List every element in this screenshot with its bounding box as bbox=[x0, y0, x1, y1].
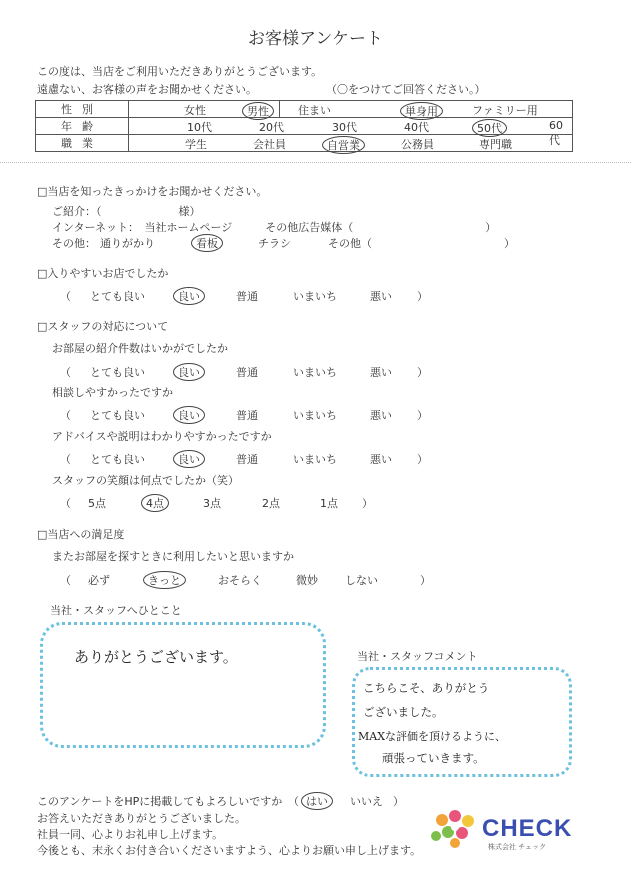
paren-close: ） bbox=[417, 409, 428, 422]
divider bbox=[0, 162, 631, 164]
page-title: お客様アンケート bbox=[248, 29, 383, 49]
age-option-50s[interactable]: 50代 bbox=[472, 119, 507, 137]
q3-sub1-good[interactable]: 良い bbox=[173, 363, 205, 381]
logo-subtext: 株式会社 チェック bbox=[488, 843, 547, 851]
q1-option-other[interactable]: その他（ ） bbox=[328, 237, 515, 250]
paren-open: （ bbox=[60, 366, 71, 379]
age-option-10s[interactable]: 10代 bbox=[187, 121, 212, 134]
comment-heading: 当社・スタッフへひとこと bbox=[50, 604, 182, 617]
q3-sub1-bad[interactable]: 悪い bbox=[370, 366, 392, 379]
paren-close: ） bbox=[417, 366, 428, 379]
q2-option-normal[interactable]: 普通 bbox=[236, 290, 258, 303]
occupation-option-specialist[interactable]: 専門職 bbox=[479, 138, 512, 151]
q3-sub3-bad[interactable]: 悪い bbox=[370, 453, 392, 466]
q3-sub4-3pt[interactable]: 3点 bbox=[203, 497, 221, 510]
q3-sub2-poor[interactable]: いまいち bbox=[293, 409, 337, 422]
intro-line-2: 遠慮ない、お客様の声をお聞かせください。 bbox=[37, 83, 257, 96]
q3-sub3-question: アドバイスや説明はわかりやすかったですか bbox=[52, 430, 272, 443]
q2-heading: □入りやすいお店でしたか bbox=[37, 267, 169, 280]
paren-close: ） bbox=[417, 290, 428, 303]
q3-sub3-normal[interactable]: 普通 bbox=[236, 453, 258, 466]
q4-option-uncertain[interactable]: 微妙 bbox=[296, 574, 318, 587]
flower-logo-icon bbox=[428, 808, 480, 850]
q3-sub1-poor[interactable]: いまいち bbox=[293, 366, 337, 379]
q3-sub4-5pt[interactable]: 5点 bbox=[88, 497, 106, 510]
intro-line-1: この度は、当店をご利用いただきありがとうございます。 bbox=[37, 65, 323, 78]
residence-option-single[interactable]: 単身用 bbox=[400, 102, 443, 120]
q1-other-label: その他： bbox=[52, 237, 96, 250]
q3-sub4-question: スタッフの笑顔は何点でしたか（笑） bbox=[52, 474, 239, 487]
staff-comment-line-2: ございました。 bbox=[363, 705, 444, 719]
paren-close: ） bbox=[362, 497, 373, 510]
q3-sub1-question: お部屋の紹介件数はいかがでしたか bbox=[52, 342, 228, 355]
occupation-option-civil[interactable]: 公務員 bbox=[401, 138, 434, 151]
q3-sub4-4pt[interactable]: 4点 bbox=[141, 494, 169, 512]
paren-open: （ bbox=[60, 453, 71, 466]
q3-heading: □スタッフの対応について bbox=[37, 320, 169, 333]
staff-comment-heading: 当社・スタッフコメント bbox=[357, 650, 478, 663]
residence-label: 住まい bbox=[298, 104, 331, 117]
comment-text: ありがとうございます。 bbox=[74, 648, 238, 666]
q3-sub2-bad[interactable]: 悪い bbox=[370, 409, 392, 422]
q4-option-no[interactable]: しない bbox=[345, 574, 378, 587]
paren-close: ） bbox=[420, 574, 431, 587]
q3-sub4-2pt[interactable]: 2点 bbox=[262, 497, 280, 510]
q1-option-flyer[interactable]: チラシ bbox=[258, 237, 291, 250]
q1-internet: インターネット： 当社ホームページ その他広告媒体（ ） bbox=[52, 221, 497, 234]
q2-option-bad[interactable]: 悪い bbox=[370, 290, 392, 303]
paren-close: ） bbox=[393, 795, 404, 808]
staff-comment-line-3: MAXな評価を頂けるように、 bbox=[358, 730, 507, 743]
staff-comment-line-1: こちらこそ、ありがとう bbox=[363, 681, 490, 695]
q3-sub2-question: 相談しやすかったですか bbox=[52, 386, 173, 399]
consent-yes[interactable]: はい bbox=[301, 792, 333, 810]
occupation-option-student[interactable]: 学生 bbox=[185, 138, 207, 151]
occupation-option-self-employed[interactable]: 自営業 bbox=[322, 136, 365, 154]
profile-table bbox=[35, 100, 573, 152]
age-option-60s[interactable]: 60代 bbox=[549, 119, 563, 147]
occupation-option-office[interactable]: 会社員 bbox=[253, 138, 286, 151]
q3-sub2-normal[interactable]: 普通 bbox=[236, 409, 258, 422]
q1-option-passing[interactable]: 通りがかり bbox=[100, 237, 155, 250]
occupation-label: 職業 bbox=[36, 135, 129, 152]
consent-question: このアンケートをHPに掲載してもよろしいですか bbox=[37, 795, 283, 808]
paren-open: （ bbox=[288, 795, 299, 808]
q4-option-surely[interactable]: きっと bbox=[143, 571, 186, 589]
thanks-line-2: 社員一同、心よりお礼申し上げます。 bbox=[37, 828, 224, 841]
paren-open: （ bbox=[60, 574, 71, 587]
q4-heading: □当店への満足度 bbox=[37, 528, 125, 541]
residence-option-family[interactable]: ファミリー用 bbox=[472, 104, 538, 117]
q1-option-signboard[interactable]: 看板 bbox=[191, 234, 223, 252]
consent-no[interactable]: いいえ bbox=[350, 795, 383, 808]
q3-sub2-very-good[interactable]: とても良い bbox=[90, 409, 145, 422]
q4-question: またお部屋を探すときに利用したいと思いますか bbox=[52, 550, 294, 563]
q3-sub2-good[interactable]: 良い bbox=[173, 406, 205, 424]
q3-sub1-normal[interactable]: 普通 bbox=[236, 366, 258, 379]
q3-sub4-1pt[interactable]: 1点 bbox=[320, 497, 338, 510]
paren-close: ） bbox=[417, 453, 428, 466]
intro-note: （〇をつけてご回答ください。） bbox=[326, 83, 486, 96]
thanks-line-3: 今後とも、末永くお付き合いくださいますよう、心よりお願い申し上げます。 bbox=[37, 844, 422, 857]
paren-open: （ bbox=[60, 409, 71, 422]
paren-open: （ bbox=[60, 497, 71, 510]
thanks-line-1: お答えいただきありがとうございました。 bbox=[37, 812, 246, 825]
comment-box[interactable] bbox=[40, 622, 326, 748]
q2-option-good[interactable]: 良い bbox=[173, 287, 205, 305]
age-option-20s[interactable]: 20代 bbox=[259, 121, 284, 134]
paren-open: （ bbox=[60, 290, 71, 303]
q1-referral: ご紹介：（ 様） bbox=[52, 205, 201, 218]
q2-option-very-good[interactable]: とても良い bbox=[90, 290, 145, 303]
age-option-30s[interactable]: 30代 bbox=[332, 121, 357, 134]
q4-option-probably[interactable]: おそらく bbox=[218, 574, 262, 587]
q2-option-poor[interactable]: いまいち bbox=[293, 290, 337, 303]
q4-option-definitely[interactable]: 必ず bbox=[88, 574, 110, 587]
q3-sub1-very-good[interactable]: とても良い bbox=[90, 366, 145, 379]
staff-comment-line-4: 頑張っていきます。 bbox=[382, 751, 485, 765]
age-label: 年齢 bbox=[36, 118, 129, 135]
logo-text: CHECK bbox=[482, 815, 573, 842]
q3-sub3-good[interactable]: 良い bbox=[173, 450, 205, 468]
q3-sub3-very-good[interactable]: とても良い bbox=[90, 453, 145, 466]
q1-heading: □当店を知ったきっかけをお聞かせください。 bbox=[37, 185, 268, 198]
gender-label: 性別 bbox=[36, 101, 129, 118]
age-option-40s[interactable]: 40代 bbox=[404, 121, 429, 134]
gender-option-male[interactable]: 男性 bbox=[242, 102, 274, 120]
gender-option-female[interactable]: 女性 bbox=[184, 104, 206, 117]
q3-sub3-poor[interactable]: いまいち bbox=[293, 453, 337, 466]
